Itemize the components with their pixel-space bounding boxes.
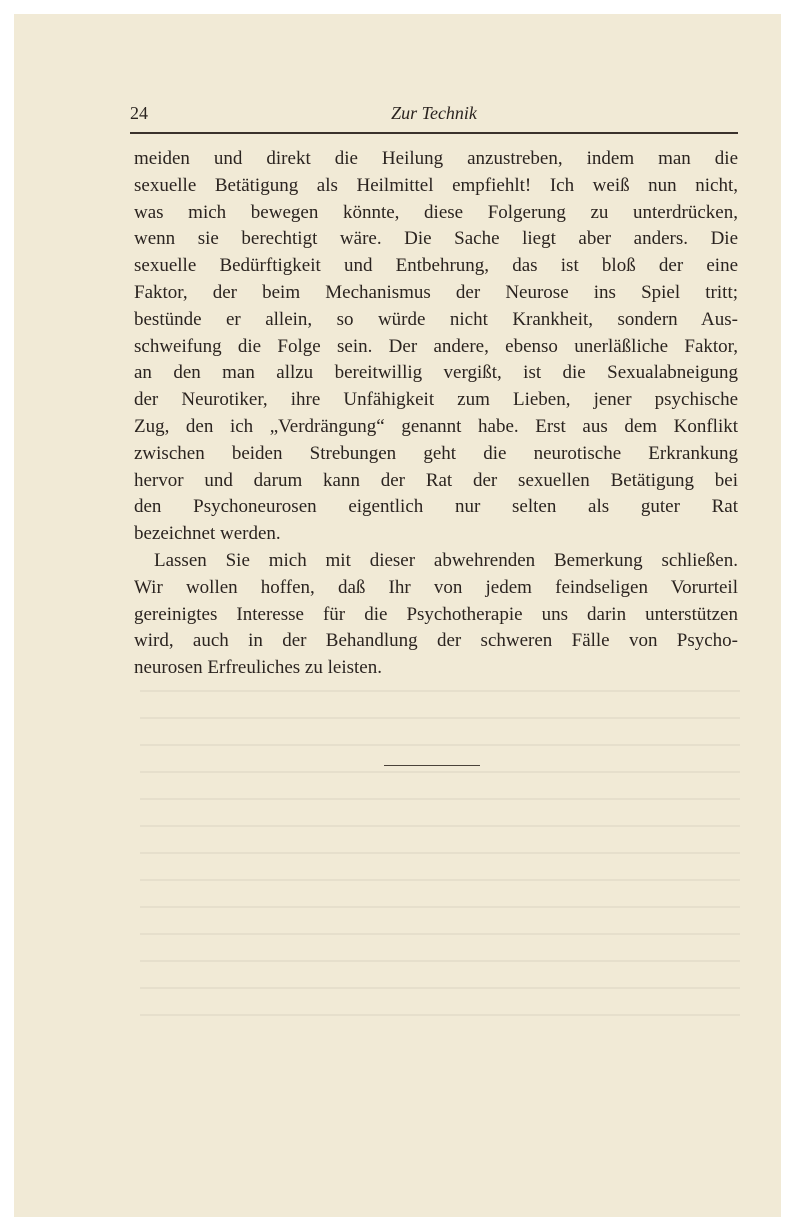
page-number: 24 xyxy=(130,103,148,123)
text-line: neurosen Erfreuliches zu leisten. xyxy=(134,657,382,679)
text-line: Zug, den ich „Verdrängung“ genannt habe. Erst aus dem Konflikt xyxy=(134,415,738,437)
text-line: hervor und darum kann der Rat der sexuellen Betätigung bei xyxy=(134,469,738,491)
text-line: den Psychoneurosen eigentlich nur selten als guter Rat xyxy=(134,496,738,518)
body-text xyxy=(134,146,738,682)
running-title: Zur Technik xyxy=(391,103,477,123)
text-line: wenn sie berechtigt wäre. Die Sache liegt aber anders. Die xyxy=(134,228,738,250)
text-line: Wir wollen hoffen, daß Ihr von jedem feindseligen Vorurteil xyxy=(134,576,738,598)
end-rule xyxy=(384,765,480,766)
text-line: sexuelle Bedürftigkeit und Entbehrung, das ist bloß der eine xyxy=(134,255,738,277)
text-line: schweifung die Folge sein. Der andere, ebenso unerläßliche Faktor, xyxy=(134,335,738,357)
text-line: meiden und direkt die Heilung anzustreben, indem man die xyxy=(134,148,738,169)
text-line: an den man allzu bereitwillig vergißt, ist die Sexualabneigung xyxy=(134,362,738,384)
page-header xyxy=(130,103,738,133)
text-line: sexuelle Betätigung als Heilmittel empfiehlt! Ich weiß nun nicht, xyxy=(134,174,738,196)
text-line: wird, auch in der Behandlung der schweren Fälle von Psycho- xyxy=(134,630,738,652)
text-line: gereinigtes Interesse für die Psychotherapie uns darin unterstützen xyxy=(134,603,738,625)
text-line: was mich bewegen könnte, diese Folgerung zu unterdrücken, xyxy=(134,201,738,223)
header-rule xyxy=(130,132,738,134)
text-line: der Neurotiker, ihre Unfähigkeit zum Lieben, jener psychische xyxy=(134,389,738,411)
text-line: Faktor, der beim Mechanismus der Neurose ins Spiel tritt; xyxy=(134,281,738,303)
text-line: bezeichnet werden. xyxy=(134,523,281,545)
paragraph-1 xyxy=(134,146,738,548)
text-line: zwischen beiden Strebungen geht die neurotische Erkrankung xyxy=(134,442,738,464)
show-through-text xyxy=(140,690,740,1030)
paragraph-2 xyxy=(134,548,738,682)
text-line: bestünde er allein, so würde nicht Krankheit, sondern Aus- xyxy=(134,308,738,330)
text-line: Lassen Sie mich mit dieser abwehrenden Bemerkung schließen. xyxy=(154,549,738,571)
